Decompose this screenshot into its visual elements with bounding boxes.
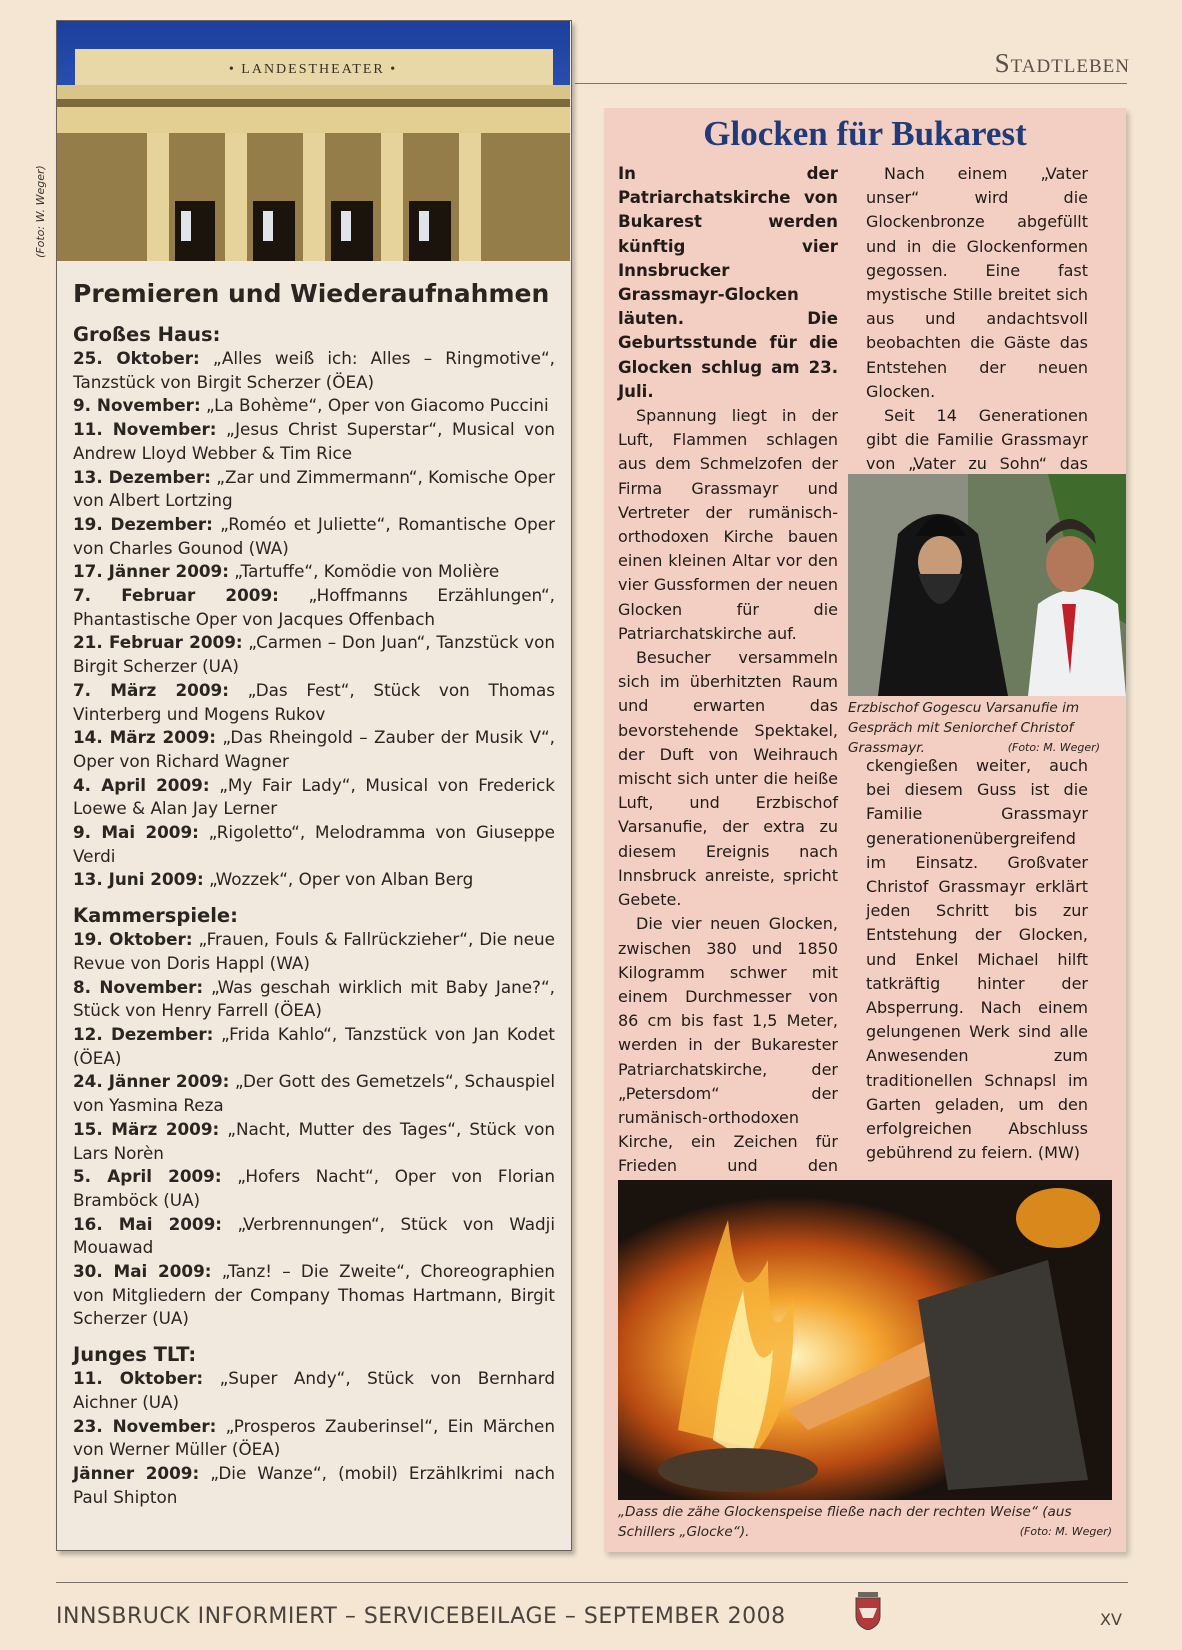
program-entry-title: „La Bohème“, Oper von Giacomo Puccini: [200, 395, 549, 416]
bell-casting-caption-text: „Dass die zähe Glockenspeise fließe nach der rechten Weise“ (aus Schillers „Glocke“).: [618, 1504, 1072, 1540]
program-entry-date: 8. November:: [73, 976, 204, 997]
program-entry-date: 30. Mai 2009:: [73, 1261, 212, 1282]
article-paragraph: Die vier neuen Glocken, zwischen 380 und 1850 Kilogramm schwer mit einem Durchmesser von 86 cm bis fast 1,5 Meter, werden in der Bukarester Patriarchatskirche, der „Petersdom“ der rumänisch-orthodoxen Kirche, ein Zeichen für Frieden und den: [618, 914, 838, 1176]
innsbruck-crest-icon: [855, 1592, 881, 1630]
program-entry: [73, 1213, 555, 1260]
program-entry-date: 13. Dezember:: [73, 466, 211, 487]
article-paragraph: ckengießen weiter, auch bei diesem Guss ist die Familie Grassmayr generationenübergreifend im Einsatz. Großvater Christof Grassmayr erklärt jeden Schritt bis zur Entstehung der Glocken, und Enkel Michael hilft tatkräftig hinter der Absperrung. Nach einem gelungenen Werk sind alle Anwesenden zum traditionellen Schnapsl im Garten geladen, um den erfolgreichen Abschluss gebührend zu feiern. (MW): [866, 756, 1088, 1163]
program-entry-date: 5. April 2009:: [73, 1166, 222, 1187]
program-entry: [73, 584, 555, 631]
program-section-heading: Junges TLT:: [73, 1343, 197, 1367]
program-entry: [73, 394, 555, 418]
program-entry: [73, 726, 555, 773]
program-entry: [73, 513, 555, 560]
program-entry-date: 19. Dezember:: [73, 513, 213, 534]
archbishop-photo-credit: (Foto: M. Weger): [1007, 741, 1100, 754]
program-section-heading: Großes Haus:: [73, 323, 221, 346]
premieres-title: Premieren und Wiederaufnahmen: [73, 279, 550, 308]
article-box: [604, 108, 1126, 1552]
page-number: XV: [1100, 1610, 1122, 1629]
program-entry: [73, 1260, 555, 1331]
program-entry: [73, 1118, 555, 1165]
program-entry-title: „Hofers Nacht“, Oper von Florian Bramböck (UA): [73, 1166, 555, 1210]
program-entry: [73, 1165, 555, 1212]
footer-publication: INNSBRUCK INFORMIERT – SERVICEBEILAGE – SEPTEMBER 2008: [56, 1604, 786, 1629]
program-entry-date: 23. November:: [73, 1415, 217, 1436]
program-entry-date: 9. Mai 2009:: [73, 822, 199, 843]
program-entry: [73, 821, 555, 868]
program-entry-title: „Tanz! – Die Zweite“, Choreographien von Mitgliedern der Company Thomas Hartmann, Birgit Scherzer (UA): [73, 1261, 555, 1329]
archbishop-photo: [848, 474, 1126, 696]
program-entry: [73, 679, 555, 726]
program-entry-date: 11. November:: [73, 419, 217, 440]
program-entry-date: 15. März 2009:: [73, 1118, 220, 1139]
program-entry-title: „Carmen – Don Juan“, Tanzstück von Birgit Scherzer (UA): [73, 632, 555, 677]
program-entry: [73, 1367, 555, 1414]
program-entry: [73, 868, 555, 892]
program-entry-date: 16. Mai 2009:: [73, 1213, 222, 1234]
program-entry-title: „Hoffmanns Erzählungen“, Phantastische Oper von Jacques Offenbach: [73, 585, 555, 629]
program-entry-title: „Roméo et Juliette“, Romantische Oper von Charles Gounod (WA): [73, 513, 555, 558]
program-entry-date: 13. Juni 2009:: [73, 869, 204, 890]
program-entry: [73, 466, 555, 513]
program-entry-title: „Frida Kahlo“, Tanzstück von Jan Kodet (ÖEA): [73, 1023, 555, 1068]
program-entry-title: „My Fair Lady“, Musical von Frederick Loewe & Alan Jay Lerner: [73, 774, 555, 819]
program-entry-title: „Die Wanze“, (mobil) Erzählkrimi nach Paul Shipton: [73, 1462, 555, 1507]
program-entry-title: „Alles weiß ich: Alles – Ringmotive“, Tanzstück von Birgit Scherzer (ÖEA): [73, 348, 555, 392]
program-entry-title: „Super Andy“, Stück von Bernhard Aichner (UA): [73, 1368, 556, 1412]
bell-casting-photo: [618, 1180, 1112, 1500]
program-entry: [73, 928, 555, 975]
footer-rule: [56, 1582, 1128, 1583]
article-paragraph: Seit 14 Generationen gibt die Familie Grassmayr von „Vater zu Sohn“ das: [866, 406, 1088, 474]
article-column-left: [618, 162, 838, 1324]
program-entry-title: „Das Fest“, Stück von Thomas Vinterberg und Mogens Rukov: [73, 679, 555, 724]
premieres-box: [56, 20, 572, 1551]
program-entry-date: 9. November:: [73, 395, 201, 416]
program-entry-date: 17. Jänner 2009:: [73, 561, 229, 582]
article-paragraph: Spannung liegt in der Luft, Flammen schlagen aus dem Schmelzofen der Firma Grassmayr und Vertreter der rumänisch-orthodoxen Kirche bauen einen kleinen Altar vor den vier Gussformen der neuen Glocken für die Patriarchatskirche auf.: [618, 406, 838, 643]
program-entry-date: 19. Oktober:: [73, 929, 193, 950]
program-entry-title: „Frauen, Fouls & Fallrückzieher“, Die neue Revue von Doris Happl (WA): [73, 929, 555, 973]
program-entry: [73, 347, 555, 394]
program-entry-title: „Tartuffe“, Komödie von Molière: [228, 561, 500, 582]
program-entry: [73, 418, 555, 465]
program-entry-date: Jänner 2009:: [73, 1462, 200, 1483]
program-entry-title: „Der Gott des Gemetzels“, Schauspiel von Yasmina Reza: [73, 1071, 556, 1116]
program-entry-title: „Nacht, Mutter des Tages“, Stück von Lars Norèn: [73, 1118, 555, 1163]
program-entry-title: „Verbrennungen“, Stück von Wadji Mouawad: [73, 1213, 556, 1258]
program-entry-date: 24. Jänner 2009:: [73, 1071, 230, 1092]
program-entry: [73, 976, 555, 1023]
program-entry-date: 14. März 2009:: [73, 727, 216, 748]
program-section-heading: Kammerspiele:: [73, 904, 238, 928]
program-entry: [73, 774, 555, 821]
article-column-right-bottom: [866, 754, 1088, 1165]
bell-casting-photo-credit: (Foto: M. Weger): [1019, 1525, 1112, 1538]
article-lead: In der Patriarchatskirche von Bukarest werden künftig vier Innsbrucker Grassmayr-Glocken läuten. Die Geburtsstunde für die Glocken schlug am 23. Juli.: [618, 164, 838, 401]
archbishop-caption-text: Erzbischof Gogescu Varsanufie im Gespräch mit Seniorchef Christof Grassmayr.: [848, 700, 1080, 756]
archbishop-caption: [848, 698, 1100, 758]
program-entry-title: „Jesus Christ Superstar“, Musical von Andrew Lloyd Webber & Tim Rice: [73, 419, 555, 463]
article-paragraph: Nach einem „Vater unser“ wird die Glockenbronze abgefüllt und in die Glockenformen gegossen. Eine fast mystische Stille breitet sich aus und andachtsvoll beobachten die Gäste das Entstehen der neuen Glocken.: [866, 164, 1088, 401]
program-entry: [73, 631, 555, 678]
program-entry: [73, 1023, 555, 1070]
article-paragraph: Besucher versammeln sich im überhitzten Raum und erwarten das bevorstehende Spektakel, der Duft von Weihrauch mischt sich unter die heiße Luft, und Erzbischof Varsanufie, der extra zu diesem Ereignis nach Innsbruck anreiste, spricht Gebete.: [618, 648, 838, 910]
program-entry-date: 11. Oktober:: [73, 1368, 204, 1389]
program-entry-date: 21. Februar 2009:: [73, 632, 243, 653]
premieres-list: [73, 322, 555, 1509]
program-entry-title: „Zar und Zimmermann“, Komische Oper von Albert Lortzing: [73, 466, 555, 511]
article-title: Glocken für Bukarest: [703, 114, 1027, 153]
program-entry-title: „Das Rheingold – Zauber der Musik V“, Oper von Richard Wagner: [73, 727, 555, 771]
program-entry-title: „Rigoletto“, Melodramma von Giuseppe Verdi: [73, 822, 555, 866]
program-entry: [73, 1462, 555, 1509]
photo-credit-vertical: (Foto: W. Weger): [34, 165, 47, 258]
program-entry-title: „Prosperos Zauberinsel“, Ein Märchen von Werner Müller (ÖEA): [73, 1415, 555, 1460]
theater-sign: • LANDESTHEATER •: [228, 62, 398, 77]
program-entry: [73, 1070, 555, 1117]
bell-casting-caption: [618, 1502, 1112, 1542]
program-entry-title: „Wozzek“, Oper von Alban Berg: [203, 869, 474, 890]
article-column-right-top: [866, 162, 1088, 525]
section-label: Stadtleben: [994, 48, 1130, 78]
program-entry-date: 7. Februar 2009:: [73, 585, 279, 606]
program-entry-date: 7. März 2009:: [73, 679, 229, 700]
header-rule: [575, 83, 1127, 84]
landestheater-photo: [57, 21, 570, 261]
program-entry-date: 25. Oktober:: [73, 348, 200, 368]
program-entry-title: „Was geschah wirklich mit Baby Jane?“, Stück von Henry Farrell (ÖEA): [73, 976, 555, 1021]
program-entry: [73, 560, 555, 584]
program-entry: [73, 1415, 555, 1462]
program-entry-date: 12. Dezember:: [73, 1023, 214, 1044]
program-entry-date: 4. April 2009:: [73, 774, 210, 795]
